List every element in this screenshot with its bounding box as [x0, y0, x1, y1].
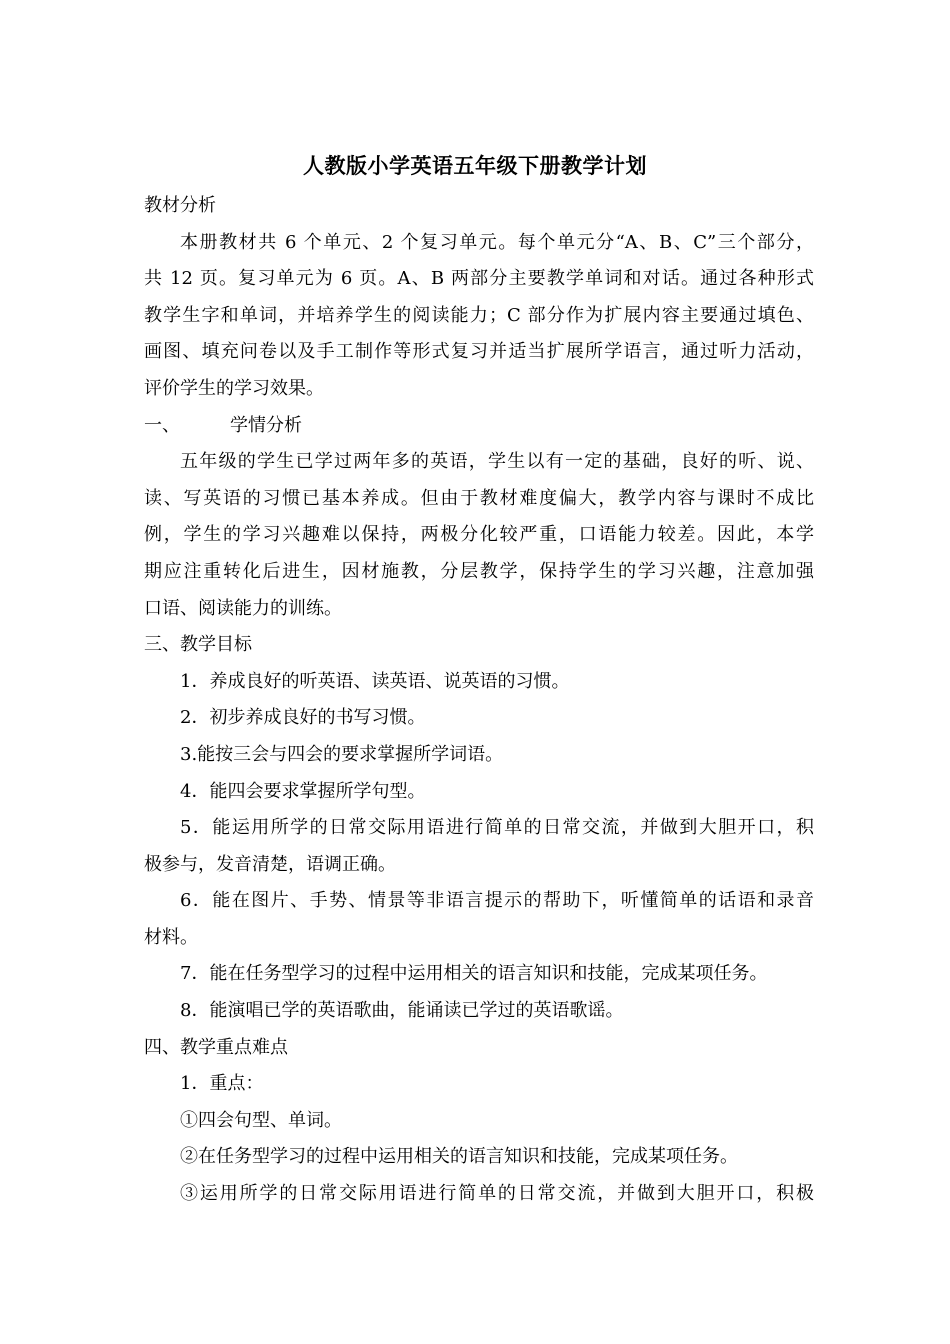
list-item: 8．能演唱已学的英语歌曲，能诵读已学过的英语歌谣。: [180, 1000, 624, 1022]
list-item: 5．能运用所学的日常交际用语进行简单的日常交流，并做到大胆开口，积: [180, 817, 814, 839]
list-item: ①四会句型、单词。: [180, 1109, 342, 1131]
heading-number: 一、: [144, 414, 180, 436]
list-item: 3.能按三会与四会的要求掌握所学词语。: [180, 743, 504, 765]
list-item: 2．初步养成良好的书写习惯。: [180, 707, 426, 729]
paragraph-line: 例，学生的学习兴趣难以保持，两极分化较严重，口语能力较差。因此，本学: [144, 524, 814, 546]
paragraph-line: 评价学生的学习效果。: [144, 377, 324, 399]
paragraph-line: 共 12 页。复习单元为 6 页。A、B 两部分主要教学单词和对话。通过各种形式: [144, 268, 814, 290]
list-item: ③运用所学的日常交际用语进行简单的日常交流，并做到大胆开口，积极: [180, 1183, 814, 1205]
list-item: 1．重点：: [180, 1073, 264, 1095]
section-heading-focus: 四、教学重点难点: [144, 1036, 288, 1058]
paragraph-line: 期应注重转化后进生，因材施教，分层教学，保持学生的学习兴趣，注意加强: [144, 560, 814, 582]
list-item: 7．能在任务型学习的过程中运用相关的语言知识和技能，完成某项任务。: [180, 963, 768, 985]
list-item-continuation: 极参与，发音清楚，语调正确。: [144, 853, 396, 875]
paragraph-line: 教学生字和单词，并培养学生的阅读能力；C 部分作为扩展内容主要通过填色、: [144, 304, 814, 326]
paragraph-line: 口语、阅读能力的训练。: [144, 597, 342, 619]
document-body: [144, 188, 814, 1213]
section-heading-materials: 教材分析: [144, 195, 216, 216]
page-title: 人教版小学英语五年级下册教学计划: [303, 154, 647, 178]
paragraph-line: 本册教材共 6 个单元、2 个复习单元。每个单元分“A、B、C”三个部分，: [180, 231, 814, 253]
paragraph-line: 读、写英语的习惯已基本养成。但由于教材难度偏大，教学内容与课时不成比: [144, 487, 814, 509]
section-heading-goals: 三、教学目标: [144, 634, 252, 656]
list-item: 4．能四会要求掌握所学句型。: [180, 780, 426, 802]
paragraph-line: 五年级的学生已学过两年多的英语，学生以有一定的基础，良好的听、说、: [180, 451, 814, 473]
list-item-continuation: 材料。: [144, 926, 198, 948]
heading-text: 学情分析: [230, 414, 302, 436]
section-heading-students: [144, 408, 814, 445]
list-item: 1．养成良好的听英语、读英语、说英语的习惯。: [180, 670, 570, 692]
list-item: 6．能在图片、手势、情景等非语言提示的帮助下，听懂简单的话语和录音: [180, 890, 814, 912]
list-item: ②在任务型学习的过程中运用相关的语言知识和技能，完成某项任务。: [180, 1146, 738, 1168]
paragraph-line: 画图、填充问卷以及手工制作等形式复习并适当扩展所学语言，通过听力活动，: [144, 341, 814, 363]
